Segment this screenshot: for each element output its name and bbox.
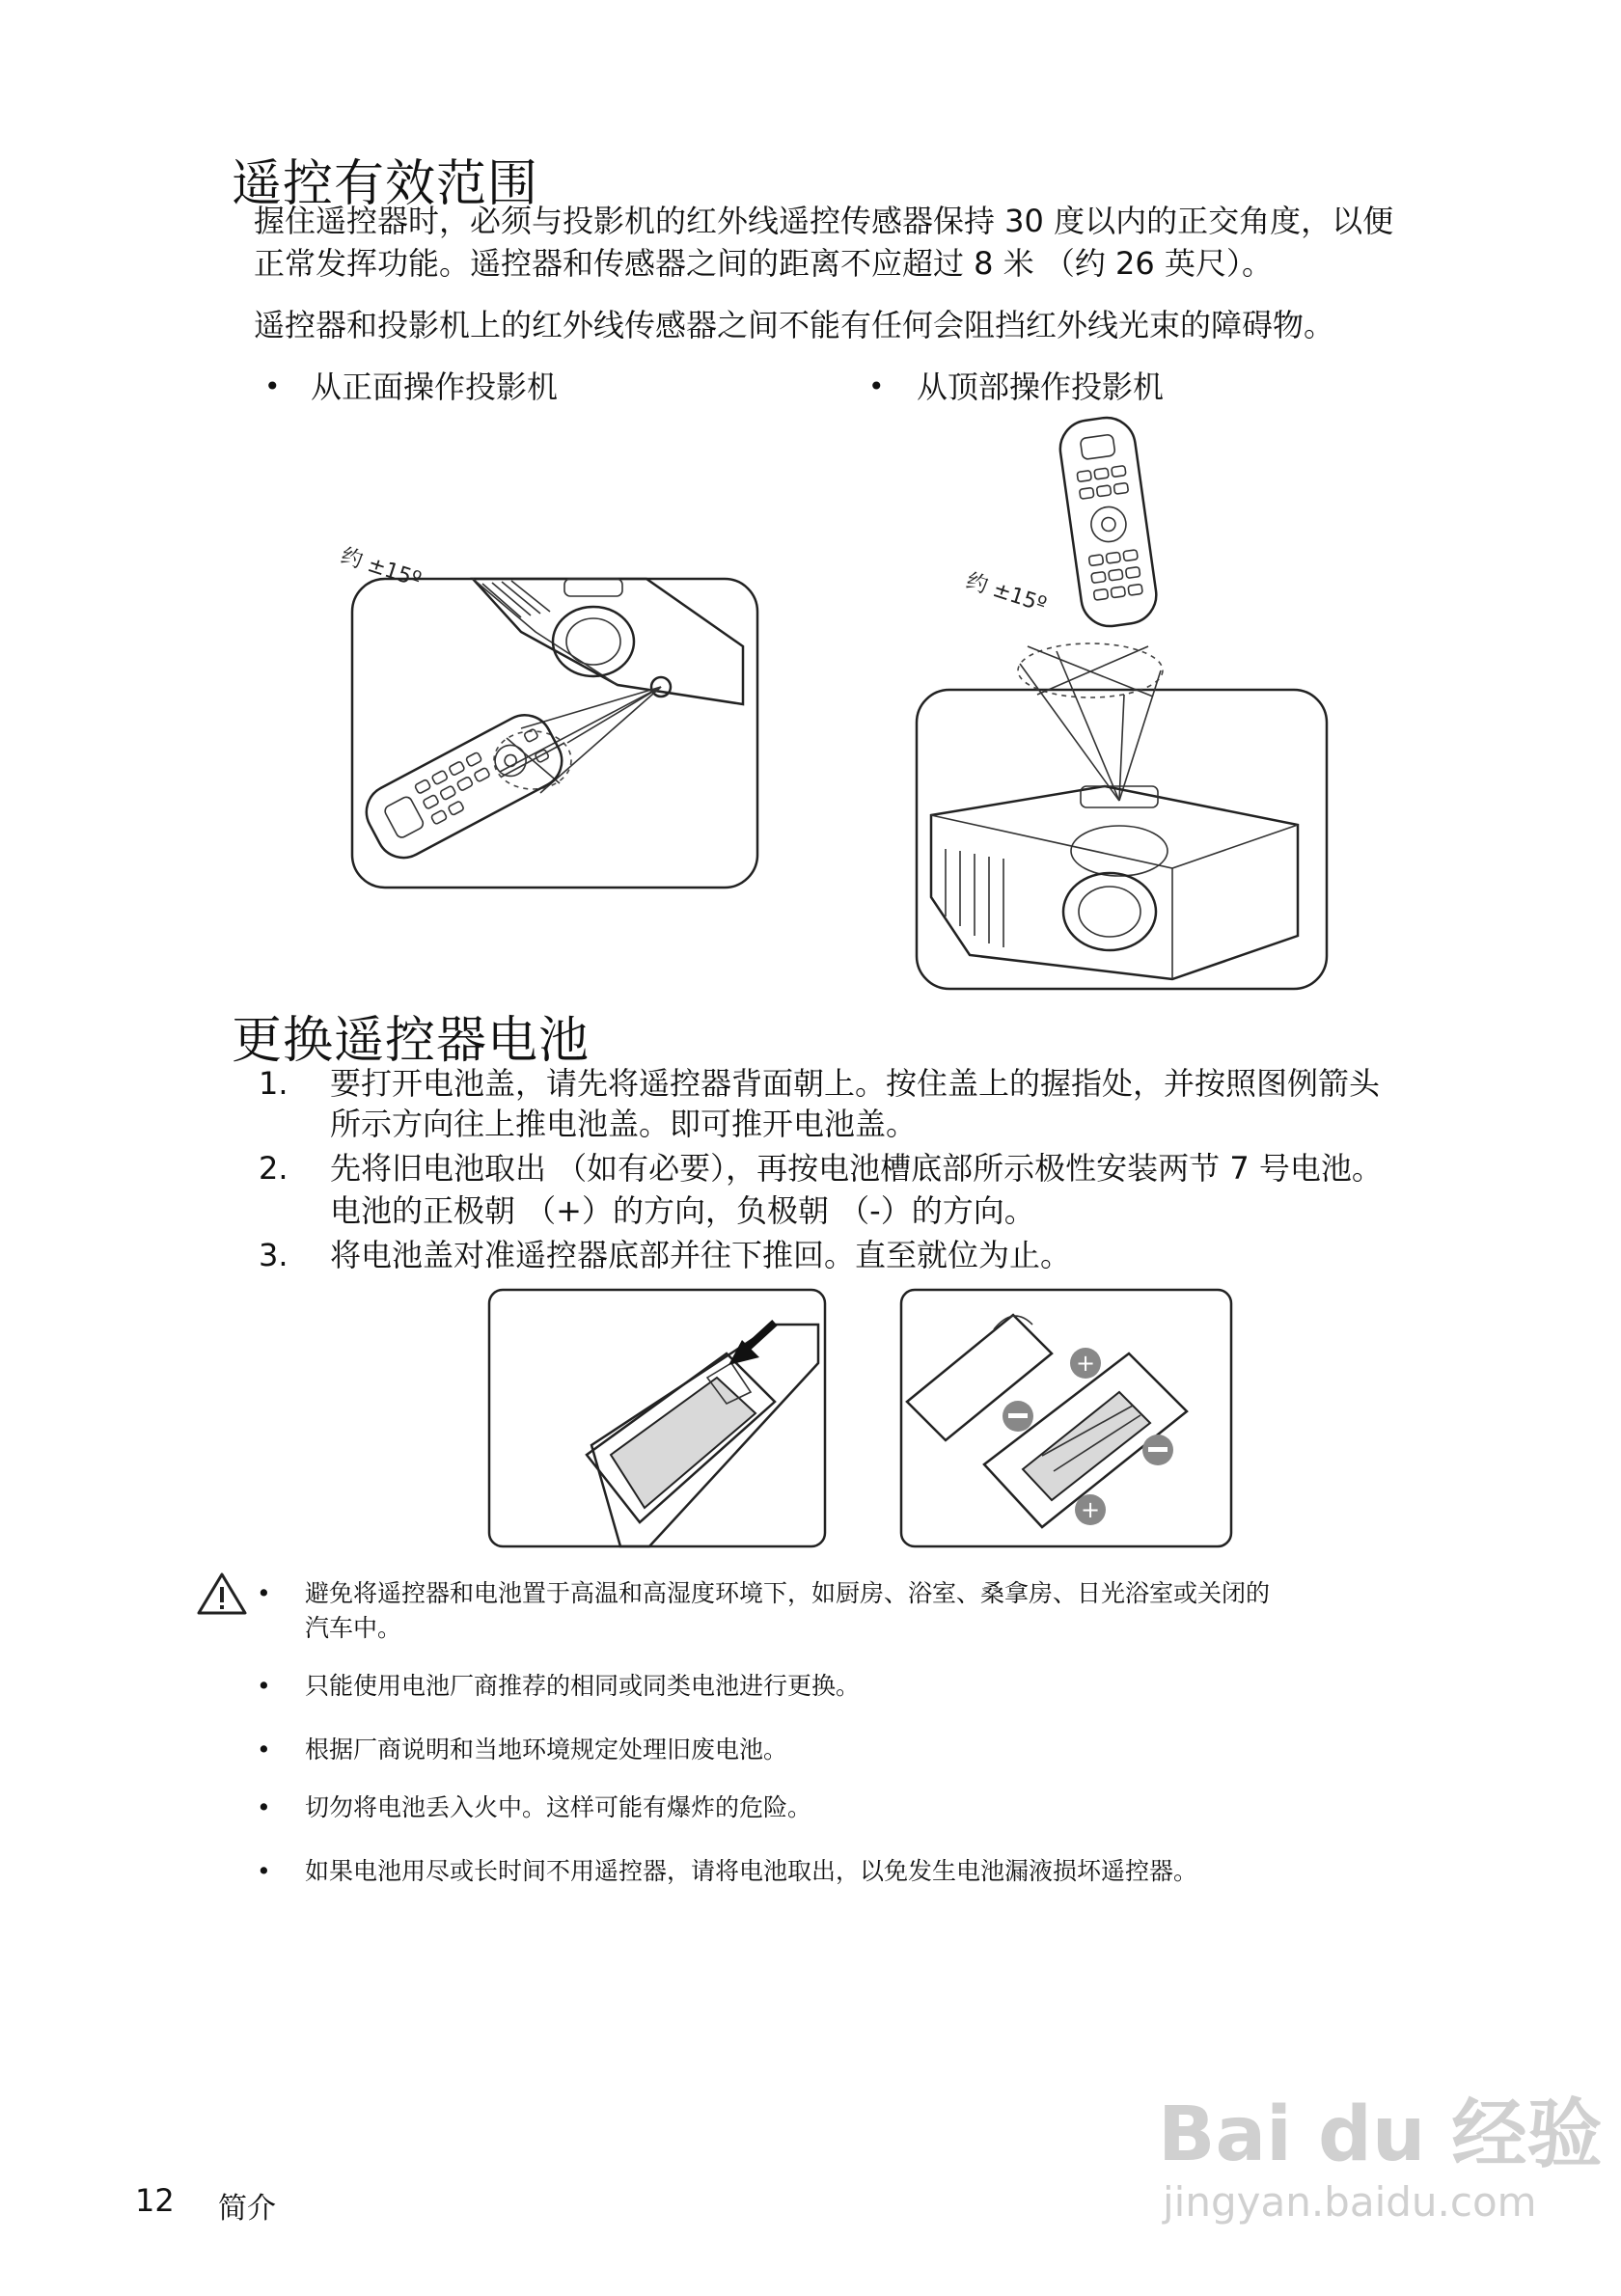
- range-paragraph-line2: 正常发挥功能。遥控器和传感器之间的距离不应超过 8 米 （约 26 英尺）。: [254, 245, 1273, 282]
- note-1-line1: 避免将遥控器和电池置于高温和高湿度环境下，如厨房、浴室、桑拿房、日光浴室或关闭的: [305, 1579, 1271, 1607]
- bullet-marker: •: [264, 370, 281, 402]
- bullet-marker: •: [257, 1579, 271, 1607]
- step-2-line1: 先将旧电池取出 （如有必要），再按电池槽底部所示极性安装两节 7 号电池。: [330, 1150, 1383, 1187]
- warning-icon: [196, 1571, 248, 1617]
- front-operation-illustration: [328, 540, 782, 945]
- note-1-line2: 汽车中。: [305, 1614, 402, 1642]
- step-number: 3.: [259, 1237, 288, 1273]
- note-4: 切勿将电池丢入火中。这样可能有爆炸的危险。: [305, 1793, 812, 1821]
- insert-batteries-illustration: [897, 1286, 1235, 1550]
- open-battery-cover-illustration: [485, 1286, 829, 1550]
- step-number: 1.: [259, 1065, 288, 1102]
- angle-label-top: 约 ±15º: [963, 568, 1050, 618]
- angle-label-front: 约 ±15º: [338, 543, 425, 593]
- note-3: 根据厂商说明和当地环境规定处理旧废电池。: [305, 1736, 788, 1763]
- top-operation-illustration: [912, 415, 1336, 994]
- bullet-front-operation: 从正面操作投影机: [311, 369, 559, 405]
- range-paragraph-line1: 握住遥控器时，必须与投影机的红外线遥控传感器保持 30 度以内的正交角度，以便: [254, 203, 1394, 239]
- bullet-marker: •: [257, 1736, 271, 1763]
- footer-section-name: 简介: [218, 2192, 276, 2226]
- step-1-line1: 要打开电池盖，请先将遥控器背面朝上。按住盖上的握指处，并按照图例箭头: [330, 1065, 1381, 1102]
- step-2-line2: 电池的正极朝 （+）的方向，负极朝 （-）的方向。: [330, 1192, 1035, 1229]
- note-2: 只能使用电池厂商推荐的相同或同类电池进行更换。: [305, 1672, 861, 1700]
- svg-text:+: +: [1080, 1496, 1101, 1523]
- watermark-brand: Bai du 经验: [1158, 2091, 1603, 2178]
- bullet-marker: •: [257, 1793, 271, 1821]
- page-number: 12: [135, 2182, 175, 2219]
- bullet-marker: •: [257, 1857, 271, 1885]
- obstacle-paragraph: 遥控器和投影机上的红外线传感器之间不能有任何会阻挡红外线光束的障碍物。: [254, 307, 1335, 343]
- section-title-remote-range: 遥控有效范围: [232, 155, 539, 213]
- step-1-line2: 所示方向往上推电池盖。即可推开电池盖。: [330, 1106, 918, 1142]
- watermark-url: jingyan.baidu.com: [1163, 2178, 1537, 2226]
- bullet-top-operation: 从顶部操作投影机: [917, 369, 1165, 405]
- step-3-line1: 将电池盖对准遥控器底部并往下推回。直至就位为止。: [330, 1237, 1072, 1273]
- note-5: 如果电池用尽或长时间不用遥控器，请将电池取出，以免发生电池漏液损坏遥控器。: [305, 1857, 1198, 1885]
- step-number: 2.: [259, 1150, 288, 1187]
- bullet-marker: •: [868, 370, 885, 402]
- bullet-marker: •: [257, 1672, 271, 1700]
- svg-text:+: +: [1075, 1350, 1096, 1377]
- section-title-replace-battery: 更换遥控器电池: [232, 1012, 591, 1070]
